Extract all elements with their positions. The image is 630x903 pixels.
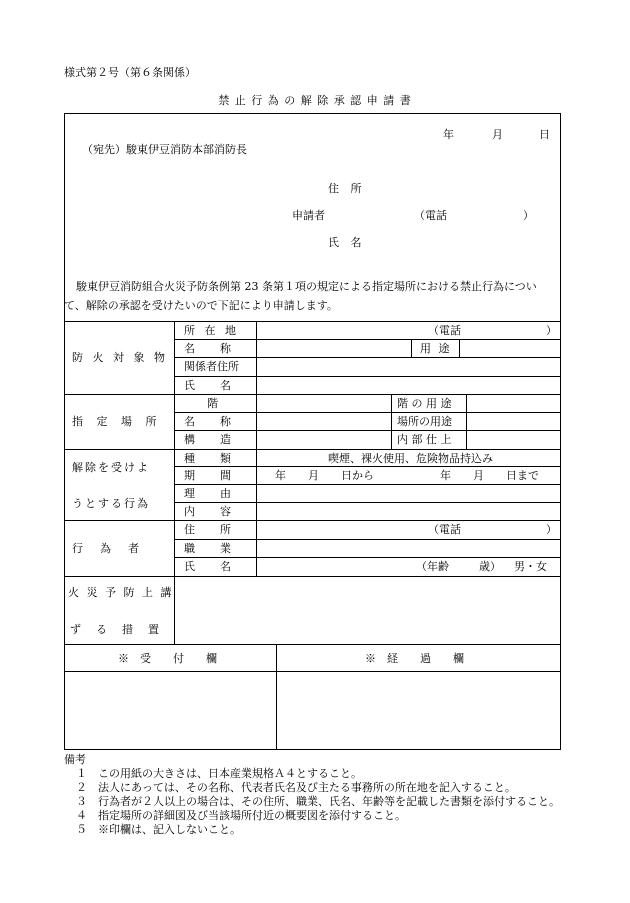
date-year: 年 [443, 128, 454, 141]
grid-line [174, 466, 561, 467]
release-act-label-line2: うとする行為 [72, 497, 150, 510]
release-kind-value: 喫煙、裸火使用、危険物品持込み [328, 452, 493, 465]
notes-heading: 備考 [64, 753, 86, 766]
fire-object-phone-close: ） [546, 324, 557, 337]
designated-interior-label: 内 部 仕 上 [397, 433, 452, 446]
release-act-label-line1: 解除を受けよ [72, 461, 150, 474]
note-item: ３ 行為者が２人以上の場合は、その住所、職業、氏名、年齢等を記載した書類を添付すること。 [76, 795, 560, 808]
grid-line [174, 376, 561, 377]
grid-line [174, 502, 561, 503]
designated-place-use-label: 場所の用途 [397, 415, 452, 428]
note-item: １ この用紙の大きさは、日本産業規格Ａ４とすること。 [76, 767, 362, 780]
grid-line [64, 644, 561, 645]
release-reason-label: 理 由 [184, 487, 232, 500]
progress-column-header: ※ 経 過 欄 [365, 652, 464, 665]
grid-line [256, 321, 257, 576]
fire-object-person-name-label: 氏 名 [184, 379, 232, 392]
release-kind-label: 種 類 [184, 452, 232, 465]
applicant-address-label: 住 所 [328, 182, 366, 195]
actor-age-unit: 歳） [479, 560, 501, 573]
actor-label: 行 為 者 [72, 542, 142, 555]
fire-object-phone-label: （電話 [428, 324, 461, 337]
actor-occupation-label: 職 業 [184, 542, 232, 555]
date-day: 日 [539, 128, 550, 141]
grid-line [64, 394, 561, 395]
form-number: 様式第２号（第６条関係） [64, 66, 196, 79]
actor-phone-label: （電話 [428, 523, 461, 536]
fire-object-use-label: 用 途 [420, 342, 452, 355]
designated-name-label: 名 称 [184, 415, 232, 428]
applicant-label: 申請者 [292, 209, 325, 222]
note-item: ４ 指定場所の詳細図及び当該場所付近の概要図を添付すること。 [76, 809, 406, 822]
applicant-phone-label: （電話 [414, 209, 447, 222]
release-period-to: 年 月 日まで [440, 469, 539, 482]
grid-line [459, 339, 460, 357]
actor-name-label: 氏 名 [184, 560, 232, 573]
release-period-from: 年 月 日から [275, 469, 374, 482]
body-text-line2: て、解除の承認を受けたいので下記により申請します。 [64, 299, 338, 312]
grid-line [64, 449, 561, 450]
designated-structure-label: 構 造 [184, 433, 232, 446]
release-content-label: 内 容 [184, 505, 232, 518]
grid-line [64, 671, 561, 672]
grid-line [174, 557, 561, 558]
fire-object-name-label: 名 称 [184, 342, 232, 355]
note-item: ２ 法人にあっては、その名称、代表者氏名及び主たる事務所の所在地を記入すること。 [76, 781, 516, 794]
designated-floor-use-label: 階 の 用 途 [397, 397, 452, 410]
grid-line [174, 339, 561, 340]
note-item: ５ ※印欄は、記入しないこと。 [76, 823, 241, 836]
document-title: 禁 止 行 為 の 解 除 承 認 申 請 書 [218, 94, 412, 107]
grid-line [466, 394, 467, 449]
date-month: 月 [492, 128, 503, 141]
grid-line [276, 644, 277, 750]
fire-measures-label-line2: ず る 措 置 [70, 623, 161, 636]
actor-phone-close: ） [546, 523, 557, 536]
grid-line [64, 520, 561, 521]
applicant-name-label: 氏 名 [328, 236, 366, 249]
fire-object-label: 防 火 対 象 物 [72, 351, 168, 364]
fire-object-related-address-label: 関係者住所 [184, 360, 239, 373]
body-text-line1: 駿東伊豆消防組合火災予防条例第 23 条第１項の規定による指定場所における禁止行為につい [76, 280, 537, 293]
actor-age-label: （年齢 [416, 560, 449, 573]
actor-gender: 男・女 [514, 560, 547, 573]
grid-line [174, 321, 175, 644]
grid-line [411, 339, 412, 357]
reception-column-header: ※ 受 付 欄 [118, 652, 217, 665]
grid-line [174, 430, 561, 431]
actor-address-label: 住 所 [184, 523, 232, 536]
grid-line [64, 321, 561, 322]
fire-measures-label-line1: 火 災 予 防 上 講 [68, 586, 174, 599]
grid-line [64, 576, 561, 577]
designated-floor-label: 階 [207, 397, 218, 410]
grid-line [174, 412, 561, 413]
grid-line [174, 484, 561, 485]
fire-object-location-label: 所 在 地 [184, 324, 239, 337]
grid-line [174, 357, 561, 358]
grid-line [391, 394, 392, 449]
designated-place-label: 指 定 場 所 [72, 415, 162, 428]
addressee: （宛先）駿東伊豆消防本部消防長 [82, 143, 247, 156]
grid-line [174, 539, 561, 540]
applicant-phone-close: ） [523, 209, 534, 222]
release-period-label: 期 間 [184, 469, 232, 482]
